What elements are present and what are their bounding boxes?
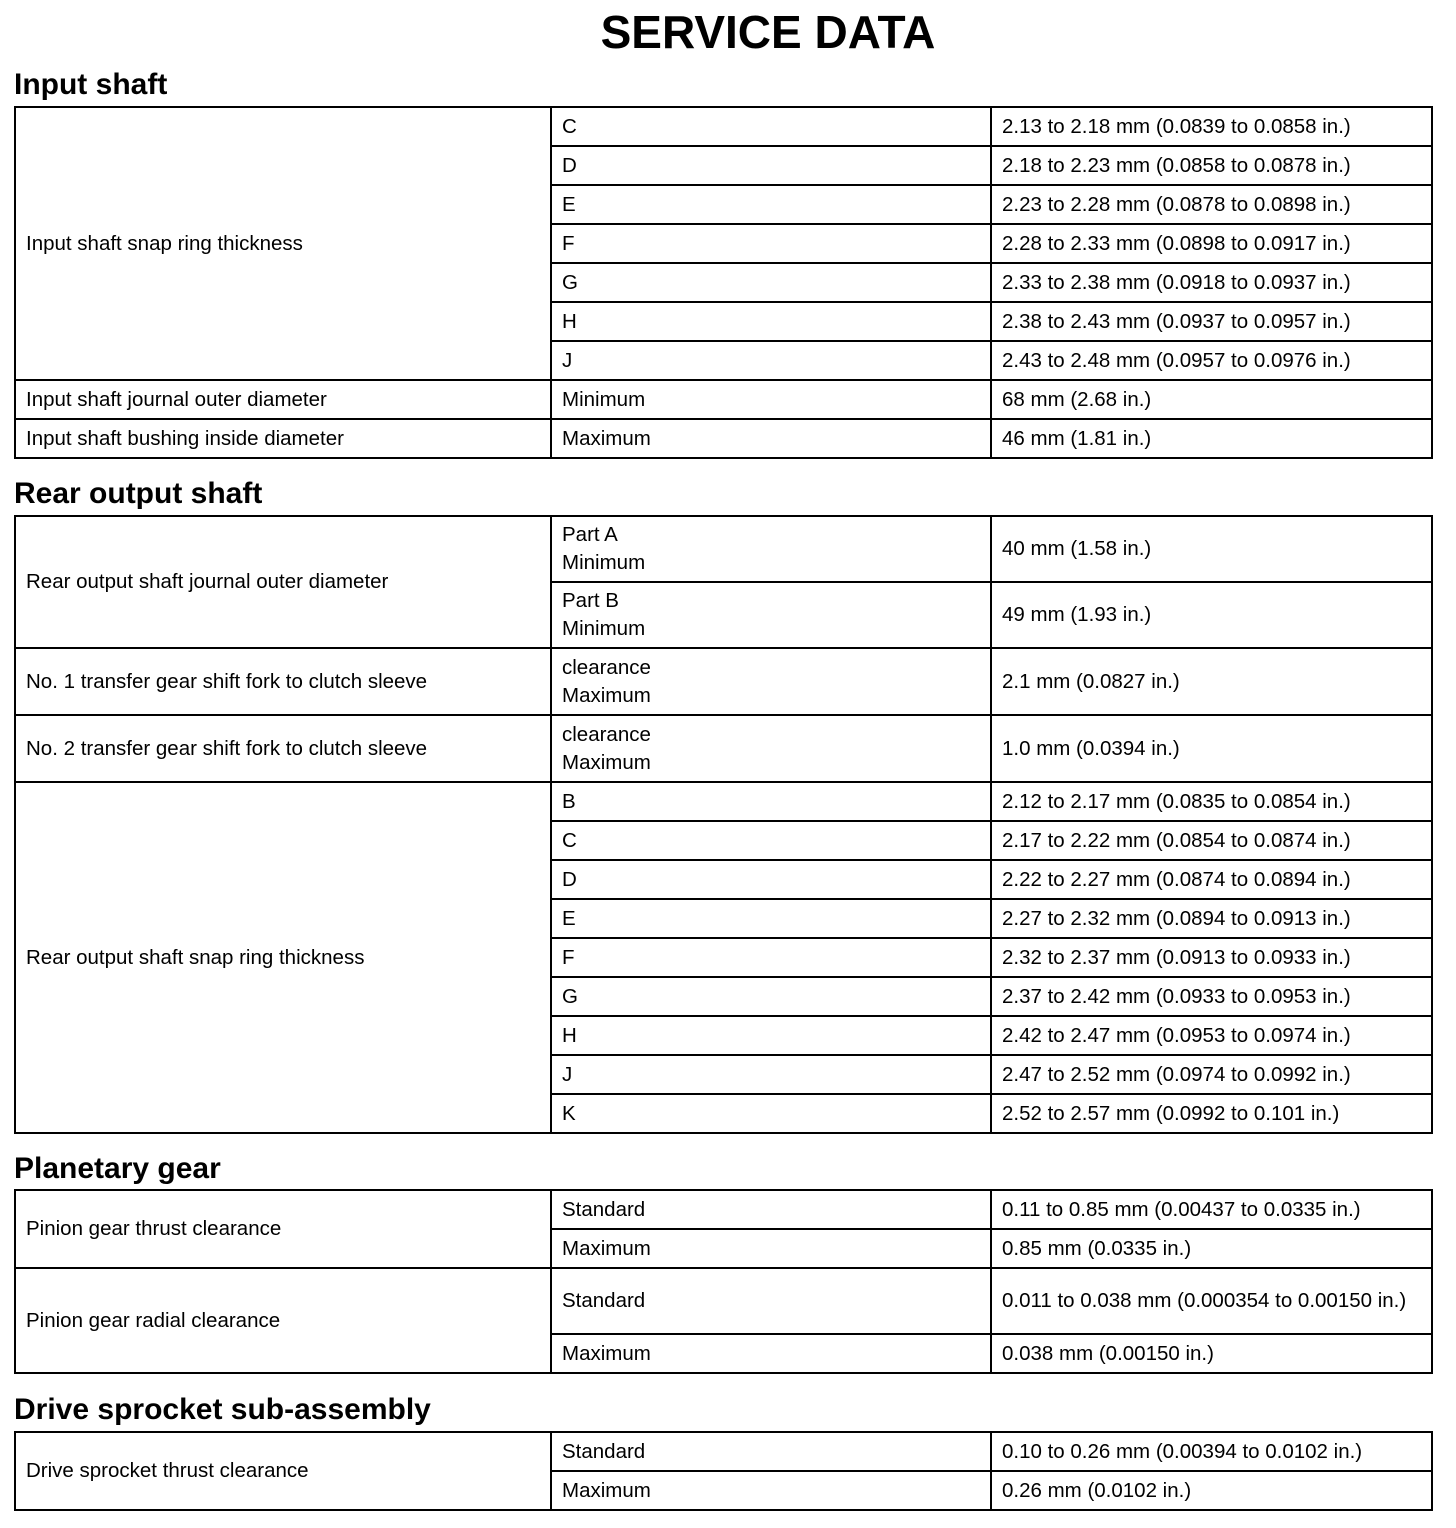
spec-limit: Minimum: [562, 617, 646, 640]
spec-value: 2.18 to 2.23 mm (0.0858 to 0.0878 in.): [991, 146, 1432, 185]
spec-value: 49 mm (1.93 in.): [991, 582, 1432, 648]
spec-condition: Standard: [551, 1190, 991, 1229]
spec-condition: Maximum: [551, 1334, 991, 1373]
spec-value: 0.85 mm (0.0335 in.): [991, 1229, 1432, 1268]
spec-label: Input shaft snap ring thickness: [15, 107, 551, 380]
table-row: [15, 107, 1432, 146]
table-row: [15, 419, 1432, 458]
rear-output-shaft-table: [14, 515, 1433, 1134]
spec-value: 2.47 to 2.52 mm (0.0974 to 0.0992 in.): [991, 1055, 1432, 1094]
spec-value: 40 mm (1.58 in.): [991, 516, 1432, 582]
spec-condition: Maximum: [551, 419, 991, 458]
spec-grade: D: [551, 146, 991, 185]
spec-label: Rear output shaft journal outer diameter: [15, 516, 551, 648]
table-row: [15, 516, 1432, 582]
section-title-rear-output-shaft: Rear output shaft: [14, 477, 263, 510]
spec-value: 0.10 to 0.26 mm (0.00394 to 0.0102 in.): [991, 1432, 1432, 1471]
spec-value: 0.011 to 0.038 mm (0.000354 to 0.00150 in.): [991, 1268, 1432, 1334]
table-row: [15, 1432, 1432, 1471]
spec-limit: Maximum: [562, 750, 651, 774]
spec-label: Input shaft journal outer diameter: [15, 380, 551, 419]
spec-condition: Maximum: [551, 1229, 991, 1268]
spec-value: 2.33 to 2.38 mm (0.0918 to 0.0937 in.): [991, 263, 1432, 302]
spec-value: 0.11 to 0.85 mm (0.00437 to 0.0335 in.): [991, 1190, 1432, 1229]
spec-value: 2.28 to 2.33 mm (0.0898 to 0.0917 in.): [991, 224, 1432, 263]
table-row: [15, 1268, 1432, 1334]
spec-grade: H: [551, 302, 991, 341]
spec-value: 2.12 to 2.17 mm (0.0835 to 0.0854 in.): [991, 782, 1432, 821]
spec-condition: [551, 715, 991, 782]
spec-part: Part A: [562, 523, 618, 546]
spec-part: Part B: [562, 589, 619, 612]
spec-grade: H: [551, 1016, 991, 1055]
spec-condition: Maximum: [551, 1471, 991, 1510]
spec-value: 2.22 to 2.27 mm (0.0874 to 0.0894 in.): [991, 860, 1432, 899]
spec-grade: E: [551, 185, 991, 224]
spec-value: 2.38 to 2.43 mm (0.0937 to 0.0957 in.): [991, 302, 1432, 341]
spec-condition: Minimum: [551, 380, 991, 419]
spec-value: 2.52 to 2.57 mm (0.0992 to 0.101 in.): [991, 1094, 1432, 1133]
spec-grade: F: [551, 224, 991, 263]
spec-value: 68 mm (2.68 in.): [991, 380, 1432, 419]
spec-grade: K: [551, 1094, 991, 1133]
spec-value: 2.27 to 2.32 mm (0.0894 to 0.0913 in.): [991, 899, 1432, 938]
section-title-drive-sprocket: Drive sprocket sub-assembly: [14, 1393, 431, 1426]
spec-condition: [551, 648, 991, 715]
spec-limit: Minimum: [562, 551, 646, 574]
spec-grade: C: [551, 107, 991, 146]
spec-grade: B: [551, 782, 991, 821]
spec-grade: E: [551, 899, 991, 938]
section-title-planetary-gear: Planetary gear: [14, 1152, 221, 1185]
spec-label: No. 2 transfer gear shift fork to clutch sleeve: [15, 715, 551, 782]
spec-grade: J: [551, 1055, 991, 1094]
spec-label: No. 1 transfer gear shift fork to clutch sleeve: [15, 648, 551, 715]
spec-value: 2.42 to 2.47 mm (0.0953 to 0.0974 in.): [991, 1016, 1432, 1055]
spec-value: 2.1 mm (0.0827 in.): [991, 648, 1432, 715]
spec-grade: C: [551, 821, 991, 860]
spec-value: 46 mm (1.81 in.): [991, 419, 1432, 458]
spec-label: Input shaft bushing inside diameter: [15, 419, 551, 458]
table-row: [15, 648, 1432, 715]
spec-limit: Maximum: [562, 683, 651, 707]
spec-value: 2.17 to 2.22 mm (0.0854 to 0.0874 in.): [991, 821, 1432, 860]
spec-value: 2.37 to 2.42 mm (0.0933 to 0.0953 in.): [991, 977, 1432, 1016]
spec-value: 2.43 to 2.48 mm (0.0957 to 0.0976 in.): [991, 341, 1432, 380]
table-row: [15, 782, 1432, 821]
spec-value: 0.26 mm (0.0102 in.): [991, 1471, 1432, 1510]
spec-value: 2.23 to 2.28 mm (0.0878 to 0.0898 in.): [991, 185, 1432, 224]
spec-condition: [551, 516, 991, 582]
page-title: SERVICE DATA: [600, 6, 936, 58]
spec-condition: Standard: [551, 1268, 991, 1334]
input-shaft-table: [14, 106, 1433, 459]
table-row: [15, 715, 1432, 782]
planetary-gear-table: [14, 1189, 1433, 1374]
spec-grade: F: [551, 938, 991, 977]
spec-cond-line: clearance: [562, 722, 651, 746]
drive-sprocket-table: [14, 1431, 1433, 1511]
spec-condition: [551, 582, 991, 648]
spec-value: 2.32 to 2.37 mm (0.0913 to 0.0933 in.): [991, 938, 1432, 977]
spec-label: Rear output shaft snap ring thickness: [15, 782, 551, 1133]
spec-grade: G: [551, 263, 991, 302]
spec-cond-line: clearance: [562, 655, 651, 679]
spec-grade: D: [551, 860, 991, 899]
table-row: [15, 380, 1432, 419]
spec-value: 0.038 mm (0.00150 in.): [991, 1334, 1432, 1373]
spec-label: Pinion gear radial clearance: [15, 1268, 551, 1373]
section-title-input-shaft: Input shaft: [14, 68, 168, 101]
spec-label: Drive sprocket thrust clearance: [15, 1432, 551, 1510]
spec-grade: J: [551, 341, 991, 380]
table-row: [15, 1190, 1432, 1229]
spec-value: 1.0 mm (0.0394 in.): [991, 715, 1432, 782]
spec-value: 2.13 to 2.18 mm (0.0839 to 0.0858 in.): [991, 107, 1432, 146]
spec-condition: Standard: [551, 1432, 991, 1471]
spec-label: Pinion gear thrust clearance: [15, 1190, 551, 1268]
spec-grade: G: [551, 977, 991, 1016]
